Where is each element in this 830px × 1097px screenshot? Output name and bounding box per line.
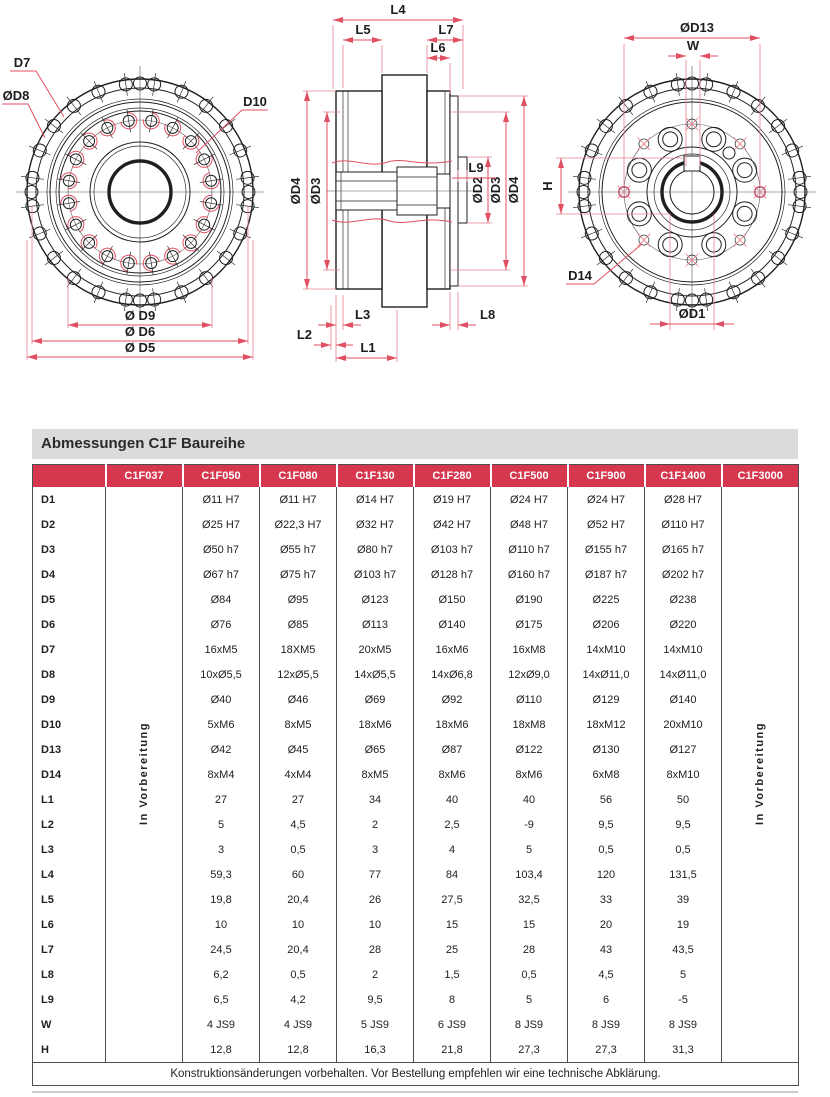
- table-cell: Ø40: [183, 687, 260, 712]
- table-cell: 0,5: [645, 837, 722, 862]
- table-cell: 12,8: [183, 1037, 260, 1063]
- table-cell: 4: [414, 837, 491, 862]
- in-vorbereitung-label: In Vorbereitung: [138, 721, 150, 825]
- table-cell: Ø19 H7: [414, 487, 491, 512]
- column-header-C1F130: C1F130: [337, 465, 414, 488]
- column-header-rowlabel: [33, 465, 106, 488]
- table-cell: 4,5: [568, 962, 645, 987]
- table-cell: 15: [414, 912, 491, 937]
- table-cell: 120: [568, 862, 645, 887]
- row-label: D7: [33, 637, 106, 662]
- row-label: D5: [33, 587, 106, 612]
- table-cell: 2: [337, 962, 414, 987]
- table-cell: 8 JS9: [645, 1012, 722, 1037]
- row-label: D14: [33, 762, 106, 787]
- dim-label-d5: Ø D5: [124, 340, 156, 355]
- table-cell: 34: [337, 787, 414, 812]
- table-cell: 6: [568, 987, 645, 1012]
- dim-label-l6: L6: [430, 40, 446, 55]
- table-cell: Ø46: [260, 687, 337, 712]
- table-cell: 16xM8: [491, 637, 568, 662]
- table-cell: 20,4: [260, 887, 337, 912]
- column-header-C1F050: C1F050: [183, 465, 260, 488]
- table-cell: 27,5: [414, 887, 491, 912]
- table-cell: Ø14 H7: [337, 487, 414, 512]
- table-cell: Ø155 h7: [568, 537, 645, 562]
- front-view: [2, 55, 268, 360]
- table-cell: Ø103 h7: [337, 562, 414, 587]
- table-cell: 8xM6: [414, 762, 491, 787]
- table-cell: 27,3: [491, 1037, 568, 1063]
- table-cell: 18xM12: [568, 712, 645, 737]
- table-cell: 15: [491, 912, 568, 937]
- dim-label-d4-left: ØD4: [288, 177, 303, 205]
- table-cell: 8xM4: [183, 762, 260, 787]
- table-cell: Ø45: [260, 737, 337, 762]
- column-header-C1F037: C1F037: [106, 465, 183, 488]
- table-cell: 39: [645, 887, 722, 912]
- table-cell: Ø110 h7: [491, 537, 568, 562]
- row-label: L6: [33, 912, 106, 937]
- table-cell: 5: [183, 812, 260, 837]
- table-cell: 84: [414, 862, 491, 887]
- dim-label-d8: ØD8: [2, 88, 30, 103]
- table-cell: Ø52 H7: [568, 512, 645, 537]
- table-cell: 4xM4: [260, 762, 337, 787]
- table-cell: 9,5: [337, 987, 414, 1012]
- column-header-C1F500: C1F500: [491, 465, 568, 488]
- dim-label-l8: L8: [480, 307, 496, 322]
- table-cell: 4 JS9: [260, 1012, 337, 1037]
- table-cell: Ø113: [337, 612, 414, 637]
- table-cell: 18xM6: [337, 712, 414, 737]
- table-cell: 14xM10: [645, 637, 722, 662]
- dim-label-d9: Ø D9: [124, 308, 156, 323]
- page-title: Abmessungen C1F Baureihe: [32, 429, 798, 459]
- table-cell: 20: [568, 912, 645, 937]
- table-cell: Ø87: [414, 737, 491, 762]
- table-cell: 8xM5: [260, 712, 337, 737]
- table-cell: 24,5: [183, 937, 260, 962]
- table-cell: 59,3: [183, 862, 260, 887]
- table-cell: 5xM6: [183, 712, 260, 737]
- table-cell: 14xØ5,5: [337, 662, 414, 687]
- table-cell: Ø187 h7: [568, 562, 645, 587]
- table-cell: 27: [260, 787, 337, 812]
- row-label: D1: [33, 487, 106, 512]
- table-cell: 8 JS9: [491, 1012, 568, 1037]
- table-cell: 14xØ6,8: [414, 662, 491, 687]
- table-cell: 10: [337, 912, 414, 937]
- table-cell: 43: [568, 937, 645, 962]
- table-cell: 0,5: [260, 837, 337, 862]
- table-cell: Ø69: [337, 687, 414, 712]
- table-cell: Ø103 h7: [414, 537, 491, 562]
- table-cell: 10xØ5,5: [183, 662, 260, 687]
- table-cell: 77: [337, 862, 414, 887]
- table-cell: 9,5: [568, 812, 645, 837]
- table-cell: Ø24 H7: [568, 487, 645, 512]
- column-header-C1F900: C1F900: [568, 465, 645, 488]
- table-cell: Ø150: [414, 587, 491, 612]
- table-cell: 19,8: [183, 887, 260, 912]
- dim-label-d4-right: ØD4: [506, 176, 521, 204]
- table-cell: Ø25 H7: [183, 512, 260, 537]
- table-cell: 8xM6: [491, 762, 568, 787]
- table-cell: 50: [645, 787, 722, 812]
- table-cell: Ø84: [183, 587, 260, 612]
- table-cell: 12,8: [260, 1037, 337, 1063]
- dim-label-l2: L2: [296, 327, 312, 342]
- table-cell: Ø65: [337, 737, 414, 762]
- table-cell: 8xM5: [337, 762, 414, 787]
- table-cell: Ø225: [568, 587, 645, 612]
- footer-note: Konstruktionsänderungen vorbehalten. Vor Bestellung empfehlen wir eine technische Abklärung.: [33, 1063, 799, 1086]
- table-cell: Ø165 h7: [645, 537, 722, 562]
- table-cell: Ø67 h7: [183, 562, 260, 587]
- table-cell: 56: [568, 787, 645, 812]
- table-cell: Ø28 H7: [645, 487, 722, 512]
- table-cell: Ø160 h7: [491, 562, 568, 587]
- table-cell: Ø24 H7: [491, 487, 568, 512]
- table-cell: 8xM10: [645, 762, 722, 787]
- table-cell: 6,5: [183, 987, 260, 1012]
- table-cell: Ø110: [491, 687, 568, 712]
- placeholder-cell: [106, 487, 183, 1063]
- table-cell: Ø140: [645, 687, 722, 712]
- table-cell: 18xM6: [414, 712, 491, 737]
- table-cell: Ø55 h7: [260, 537, 337, 562]
- dim-label-l9: L9: [468, 160, 484, 175]
- table-cell: 26: [337, 887, 414, 912]
- table-cell: 6 JS9: [414, 1012, 491, 1037]
- table-cell: 3: [337, 837, 414, 862]
- table-cell: 6,2: [183, 962, 260, 987]
- table-cell: 9,5: [645, 812, 722, 837]
- table-cell: 19: [645, 912, 722, 937]
- table-cell: 5: [645, 962, 722, 987]
- table-cell: Ø48 H7: [491, 512, 568, 537]
- dim-label-h: H: [540, 181, 555, 191]
- dim-label-d13: ØD13: [680, 20, 714, 35]
- footer-row: [33, 1063, 799, 1086]
- table-cell: 40: [491, 787, 568, 812]
- table-cell: Ø220: [645, 612, 722, 637]
- row-label: L9: [33, 987, 106, 1012]
- table-cell: 14xØ11,0: [645, 662, 722, 687]
- table-cell: 5: [491, 837, 568, 862]
- table-cell: 10: [183, 912, 260, 937]
- dim-label-d7: D7: [13, 55, 31, 70]
- table-cell: 27: [183, 787, 260, 812]
- row-label: D6: [33, 612, 106, 637]
- dim-label-d1: ØD1: [678, 306, 706, 321]
- table-cell: 32,5: [491, 887, 568, 912]
- table-cell: 18xM8: [491, 712, 568, 737]
- dim-label-w: W: [686, 38, 700, 53]
- table-cell: Ø95: [260, 587, 337, 612]
- table-cell: 14xM10: [568, 637, 645, 662]
- table-cell: Ø22,3 H7: [260, 512, 337, 537]
- dim-label-d14: D14: [568, 268, 592, 283]
- dimension-table-wrap: [32, 464, 798, 1086]
- back-view: [540, 20, 816, 330]
- table-row-D1: [33, 487, 799, 512]
- column-header-C1F3000: C1F3000: [722, 465, 799, 488]
- table-cell: 3: [183, 837, 260, 862]
- table-cell: Ø122: [491, 737, 568, 762]
- row-label: L2: [33, 812, 106, 837]
- table-cell: 2: [337, 812, 414, 837]
- dimension-table: [32, 464, 799, 1086]
- table-cell: 0,5: [568, 837, 645, 862]
- table-cell: Ø76: [183, 612, 260, 637]
- row-label: D10: [33, 712, 106, 737]
- table-cell: 10: [260, 912, 337, 937]
- table-cell: Ø11 H7: [183, 487, 260, 512]
- row-label: L4: [33, 862, 106, 887]
- dim-label-d10: D10: [243, 94, 267, 109]
- dim-label-l4: L4: [390, 2, 406, 17]
- table-cell: Ø175: [491, 612, 568, 637]
- table-cell: Ø50 h7: [183, 537, 260, 562]
- table-cell: 5: [491, 987, 568, 1012]
- table-cell: 18XM5: [260, 637, 337, 662]
- table-header-row: [33, 465, 799, 488]
- column-header-C1F080: C1F080: [260, 465, 337, 488]
- table-cell: 27,3: [568, 1037, 645, 1063]
- table-cell: 20,4: [260, 937, 337, 962]
- row-label: D2: [33, 512, 106, 537]
- column-header-C1F280: C1F280: [414, 465, 491, 488]
- table-cell: Ø129: [568, 687, 645, 712]
- table-cell: 20xM5: [337, 637, 414, 662]
- table-cell: Ø11 H7: [260, 487, 337, 512]
- row-label: L7: [33, 937, 106, 962]
- row-label: D9: [33, 687, 106, 712]
- placeholder-cell: [722, 487, 799, 1063]
- table-cell: Ø75 h7: [260, 562, 337, 587]
- table-cell: 131,5: [645, 862, 722, 887]
- table-cell: 6xM8: [568, 762, 645, 787]
- row-label: H: [33, 1037, 106, 1063]
- table-cell: Ø42 H7: [414, 512, 491, 537]
- technical-drawing: [0, 0, 830, 420]
- table-cell: 33: [568, 887, 645, 912]
- table-cell: Ø80 h7: [337, 537, 414, 562]
- table-cell: Ø238: [645, 587, 722, 612]
- dim-label-l1: L1: [360, 340, 376, 355]
- table-cell: Ø110 H7: [645, 512, 722, 537]
- row-label: L8: [33, 962, 106, 987]
- table-cell: 8 JS9: [568, 1012, 645, 1037]
- row-label: L3: [33, 837, 106, 862]
- column-header-C1F1400: C1F1400: [645, 465, 722, 488]
- bottom-divider: [32, 1091, 798, 1093]
- row-label: L1: [33, 787, 106, 812]
- table-cell: Ø123: [337, 587, 414, 612]
- table-cell: 21,8: [414, 1037, 491, 1063]
- section-view: [288, 2, 528, 362]
- table-cell: 28: [337, 937, 414, 962]
- table-cell: 5 JS9: [337, 1012, 414, 1037]
- dim-label-d3-left: ØD3: [308, 177, 323, 205]
- row-label: L5: [33, 887, 106, 912]
- table-cell: Ø92: [414, 687, 491, 712]
- table-cell: 25: [414, 937, 491, 962]
- row-label: D13: [33, 737, 106, 762]
- dim-label-d6: Ø D6: [124, 324, 156, 339]
- table-cell: Ø130: [568, 737, 645, 762]
- table-cell: 4,5: [260, 812, 337, 837]
- row-label: W: [33, 1012, 106, 1037]
- table-cell: 4,2: [260, 987, 337, 1012]
- table-cell: Ø127: [645, 737, 722, 762]
- table-cell: 40: [414, 787, 491, 812]
- row-label: D4: [33, 562, 106, 587]
- table-cell: 0,5: [260, 962, 337, 987]
- table-cell: 103,4: [491, 862, 568, 887]
- table-cell: 31,3: [645, 1037, 722, 1063]
- table-cell: 60: [260, 862, 337, 887]
- table-cell: Ø42: [183, 737, 260, 762]
- table-cell: 12xØ9,0: [491, 662, 568, 687]
- dim-label-d3-right: ØD3: [488, 176, 503, 204]
- dim-label-l5: L5: [355, 22, 371, 37]
- table-cell: 16xM5: [183, 637, 260, 662]
- in-vorbereitung-label: In Vorbereitung: [754, 721, 766, 825]
- dim-label-d2-right: ØD2: [470, 176, 485, 204]
- table-cell: Ø128 h7: [414, 562, 491, 587]
- table-cell: 20xM10: [645, 712, 722, 737]
- table-cell: Ø206: [568, 612, 645, 637]
- table-cell: 16,3: [337, 1037, 414, 1063]
- table-cell: Ø32 H7: [337, 512, 414, 537]
- table-cell: 12xØ5,5: [260, 662, 337, 687]
- table-cell: 43,5: [645, 937, 722, 962]
- table-cell: Ø140: [414, 612, 491, 637]
- dim-label-l3: L3: [355, 307, 371, 322]
- table-cell: 0,5: [491, 962, 568, 987]
- table-cell: -5: [645, 987, 722, 1012]
- table-cell: 1,5: [414, 962, 491, 987]
- table-cell: Ø85: [260, 612, 337, 637]
- table-cell: -9: [491, 812, 568, 837]
- table-cell: 4 JS9: [183, 1012, 260, 1037]
- table-cell: Ø202 h7: [645, 562, 722, 587]
- row-label: D3: [33, 537, 106, 562]
- table-cell: 28: [491, 937, 568, 962]
- row-label: D8: [33, 662, 106, 687]
- table-cell: Ø190: [491, 587, 568, 612]
- table-cell: 14xØ11,0: [568, 662, 645, 687]
- table-cell: 16xM6: [414, 637, 491, 662]
- table-cell: 8: [414, 987, 491, 1012]
- table-cell: 2,5: [414, 812, 491, 837]
- dim-label-l7: L7: [438, 22, 454, 37]
